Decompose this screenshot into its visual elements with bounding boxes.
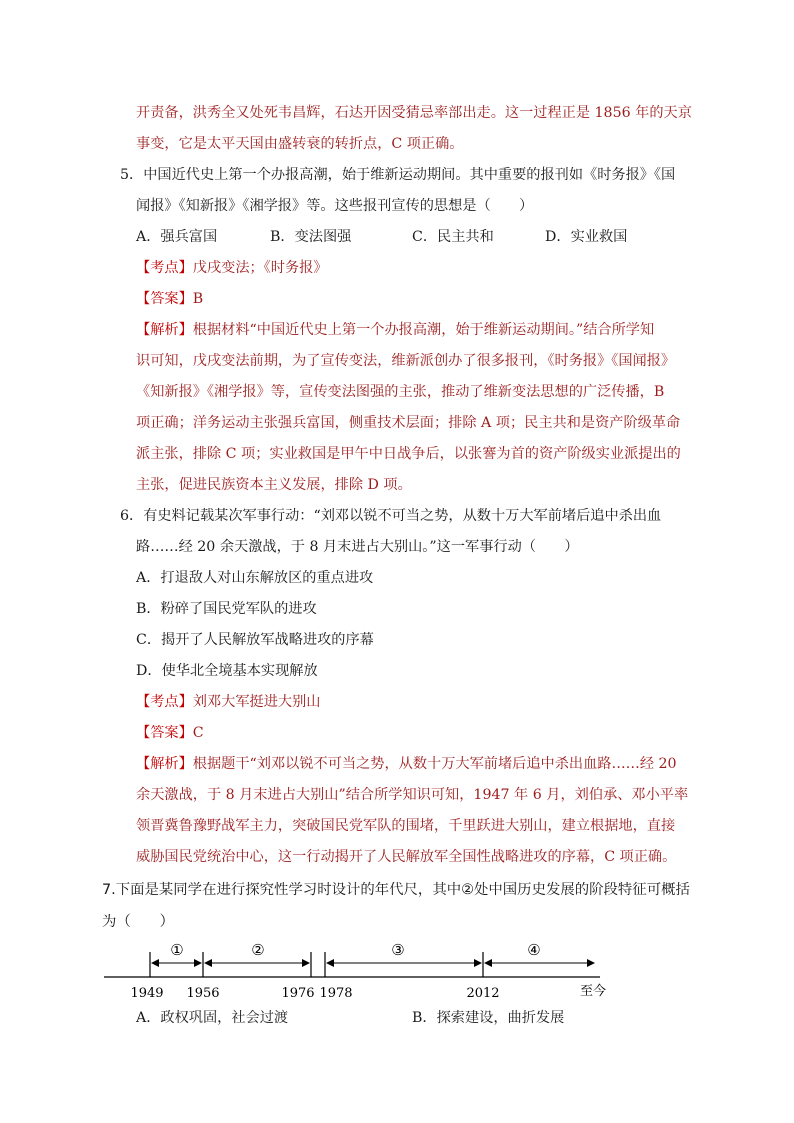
timeline-year-label: 1956	[186, 986, 220, 1001]
jiexi-label: 【解析】	[136, 322, 193, 338]
q6-jiexi	[136, 754, 677, 774]
q6-jiexi-line: 余天激战，于 8 月末进占大别山”结合所学知识可知，1947 年 6 月，刘伯承、邓小平率	[136, 787, 689, 803]
q7-option-b: B．探索建设，曲折发展	[412, 1010, 565, 1026]
kaodian-label: 【考点】	[136, 694, 193, 710]
q5-answer	[136, 289, 203, 309]
q6-stem: 路……经 20 余天激战，于 8 月末进占大别山。”这一军事行动（ ）	[136, 539, 579, 555]
q6-kaodian	[136, 692, 320, 712]
answer-label: 【答案】	[136, 725, 193, 741]
q7-stem: 为（ ）	[102, 914, 174, 930]
q6-answer	[136, 723, 204, 743]
q5-jiexi	[136, 320, 654, 340]
kaodian-text: 戊戌变法；《时务报》	[192, 260, 328, 276]
q6-option-a: A．打退敌人对山东解放区的重点进攻	[136, 570, 374, 586]
q4-explanation-line: 开责备，洪秀全又处死韦昌辉，石达开因受猜忌率部出走。这一过程正是 1856 年的天京	[136, 105, 692, 121]
timeline-year-label: 2012	[466, 986, 500, 1001]
q5-stem: 闻报》《知新报》《湘学报》等。这些报刊宣传的思想是（ ）	[136, 198, 534, 214]
q6-stem: 6．有史料记载某次军事行动：“刘邓以锐不可当之势，从数十万大军前堵后追中杀出血	[120, 508, 662, 524]
q5-kaodian	[136, 258, 328, 278]
answer-text: C	[192, 725, 204, 741]
q5-jiexi-line: 派主张，排除 C 项；实业救国是甲午中日战争后，以张謇为首的资产阶级实业派提出的	[136, 446, 681, 462]
q5-option-b: B．变法图强	[270, 229, 352, 245]
timeline-year-label: 至今	[579, 984, 607, 999]
q5-option-a: A．强兵富国	[136, 229, 218, 245]
timeline-year-label: 1949	[130, 986, 164, 1001]
q7-option-a: A．政权巩固，社会过渡	[136, 1010, 289, 1026]
kaodian-label: 【考点】	[136, 260, 193, 276]
q6-jiexi-line: 领晋冀鲁豫野战军主力，突破国民党军队的围堵，千里跃进大别山，建立根据地，直接	[136, 818, 676, 834]
kaodian-text: 刘邓大军挺进大别山	[192, 694, 321, 710]
q6-option-c: C．揭开了人民解放军战略进攻的序幕	[136, 632, 374, 648]
jiexi-text: 根据材料“中国近代史上第一个办报高潮，始于维新运动期间。”结合所学知	[192, 322, 655, 338]
q5-jiexi-line: 《知新报》《湘学报》等，宣传变法图强的主张，推动了维新变法思想的广泛传播，B	[136, 384, 665, 400]
q6-jiexi-line: 威胁国民党统治中心，这一行动揭开了人民解放军全国性战略进攻的序幕，C 项正确。	[136, 849, 677, 865]
q5-option-c: C．民主共和	[412, 229, 494, 245]
q5-jiexi-line: 主张，促进民族资本主义发展，排除 D 项。	[136, 477, 412, 493]
q5-option-d: D．实业救国	[545, 229, 628, 245]
q5-stem: 5．中国近代史上第一个办报高潮，始于维新运动期间。其中重要的报刊如《时务报》《国	[120, 167, 676, 183]
answer-text: B	[192, 291, 204, 307]
q4-explanation-line: 事变，它是太平天国由盛转衰的转折点，C 项正确。	[136, 136, 464, 152]
timeline-segment-label: ②	[251, 941, 265, 959]
timeline-ruler	[0, 930, 794, 1005]
q7-stem: 7.下面是某同学在进行探究性学习时设计的年代尺，其中②处中国历史发展的阶段特征可概括	[102, 882, 690, 898]
jiexi-label: 【解析】	[136, 756, 193, 772]
timeline-segment-label: ③	[391, 941, 405, 959]
jiexi-text: 根据题干“刘邓以锐不可当之势，从数十万大军前堵后追中杀出血路……经 20	[192, 756, 677, 772]
timeline-year-label: 1976	[281, 986, 315, 1001]
q5-jiexi-line: 项正确；洋务运动主张强兵富国，侧重技术层面；排除 A 项；民主共和是资产阶级革命	[136, 415, 681, 431]
timeline-year-label: 1978	[319, 986, 353, 1001]
q6-option-d: D．使华北全境基本实现解放	[136, 663, 318, 679]
q5-jiexi-line: 识可知，戊戌变法前期，为了宣传变法，维新派创办了很多报刊，《时务报》《国闻报》	[136, 353, 676, 369]
timeline-segment-label: ①	[170, 941, 184, 959]
timeline-segment-label: ④	[527, 941, 541, 959]
answer-label: 【答案】	[136, 291, 193, 307]
q6-option-b: B．粉碎了国民党军队的进攻	[136, 601, 317, 617]
